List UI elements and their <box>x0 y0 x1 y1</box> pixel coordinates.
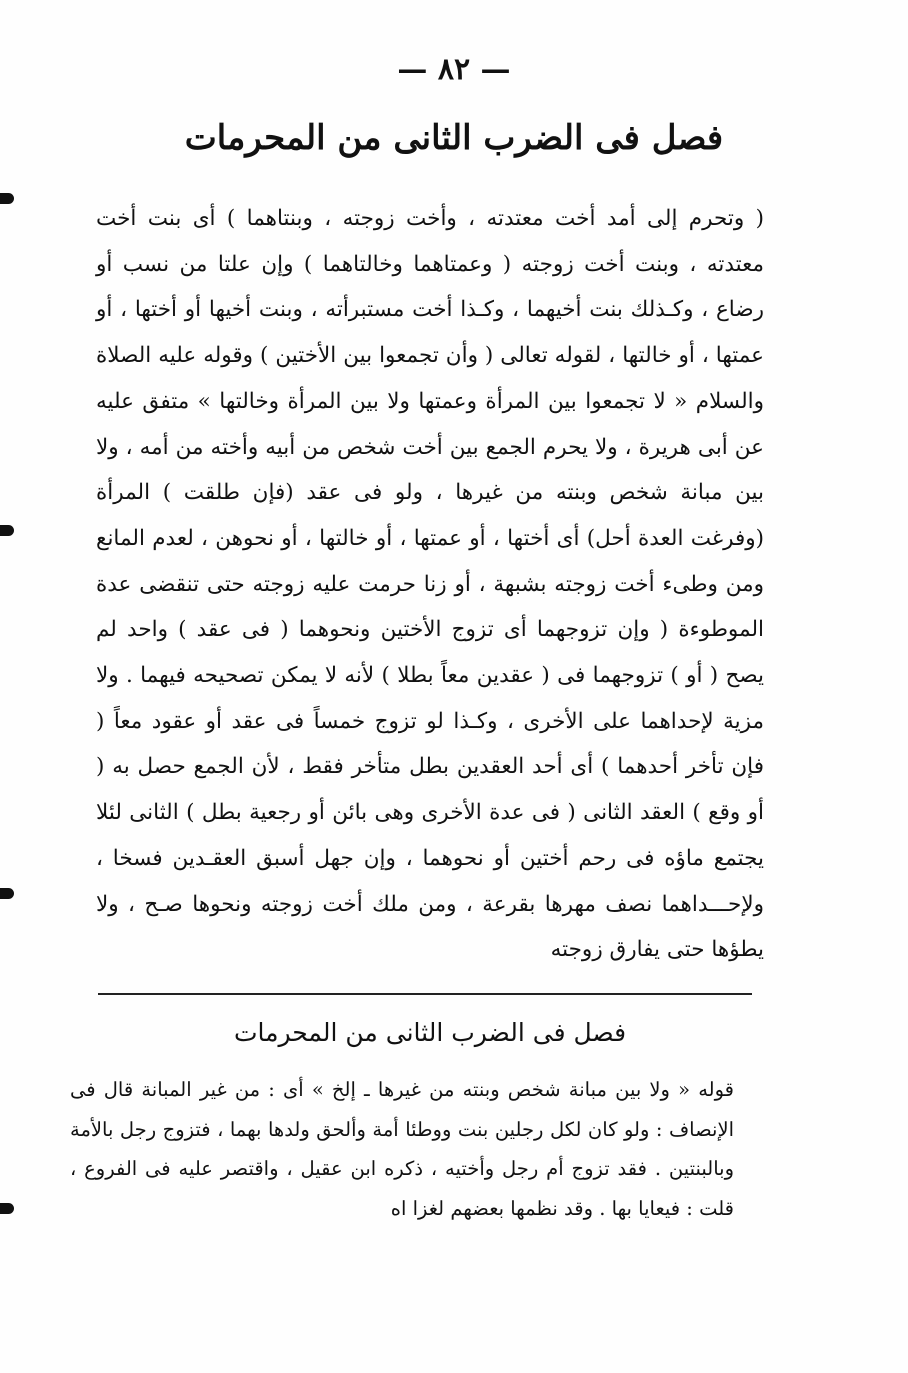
notes-text: قوله « ولا بين مبانة شخص وبنته من غيرها ـ إلخ » أى : من غير المبانة قال فى الإنصاف : ولو كان لكل رجلين بنت ووطئا أمة وألحق ولدها بهما ، فتزوج رجل بالأمة وبالبنتين . فقد تزوج أم رجل وأختيه ، ذكره ابن عقيل ، واقتصر عليه فى الفروع ، قلت : فيعايا بها . وقد نظمها بعضهم لغزا اه <box>70 1078 734 1220</box>
notes-title: فصل فى الضرب الثانى من المحرمات <box>233 1018 627 1047</box>
chapter-title: فصل فى الضرب الثانى من المحرمات <box>184 118 724 158</box>
main-text: ( وتحرم إلى أمد أخت معتدته ، وأخت زوجته ، وبنتاهما ) أى بنت أخت معتدته ، وبنت أخت زوجته ( وعمتاهما وخالتاهما ) وإن علتا من نسب أو رضاع ، وكـذلك بنت أخيهما ، وكـذا أخت مستبرأته ، وبنت أخيها أو أختها ، أو عمتها ، أو خالتها ، لقوله تعالى ( وأن تجمعوا بين الأختين ) وقوله عليه الصلاة والسلام « لا تجمعوا بين المرأة وعمتها ولا بين المرأة وخالتها » متفق عليه عن أبى هريرة ، ولا يحرم الجمع بين أخت شخص من أبيه وأخته من أمه ، ولا بين مبانة شخص وبنته من غيرها ، ولو فى عقد (فإن طلقت ) المرأة (وفرغت العدة أحل) أى أختها ، أو عمتها ، أو خالتها ، أو نحوهن ، لعدم المانع ومن وطىء أخت زوجته بشبهة ، أو زنا حرمت عليه زوجته حتى تنقضى عدة الموطوءة ( وإن تزوجهما أى تزوج الأختين ونحوهما ( فى عقد ) واحد لم يصح ( أو ) تزوجهما فى ( عقدين معاً بطلا ) لأنه لا يمكن تصحيحه فيهما . ولا مزية لإحداهما على الأخرى ، وكـذا لو تزوج خمساً فى عقد أو عقود معاً ( فإن تأخر أحدهما ) أى أحد العقدين بطل متأخر فقط ، لأن الجمع حصل به ( أو وقع ) العقد الثانى ( فى عدة الأخرى وهى بائن أو رجعية بطل ) الثانى لئلا يجتمع ماؤه فى رحم أختين أو نحوهما ، وإن جهل أسبق العقـدين فسخا ، ولإحـــداهما نصف مهرها بقرعة ، ومن ملك أخت زوجته ونحوها صـح ، ولا يطؤها حتى يفارق زوجته <box>96 206 764 963</box>
footnote-divider <box>98 993 752 995</box>
margin-mark <box>0 1203 14 1214</box>
page-number: — ٨٢ — <box>397 52 511 87</box>
margin-mark <box>0 193 14 204</box>
margin-mark <box>0 888 14 899</box>
margin-mark <box>0 525 14 536</box>
